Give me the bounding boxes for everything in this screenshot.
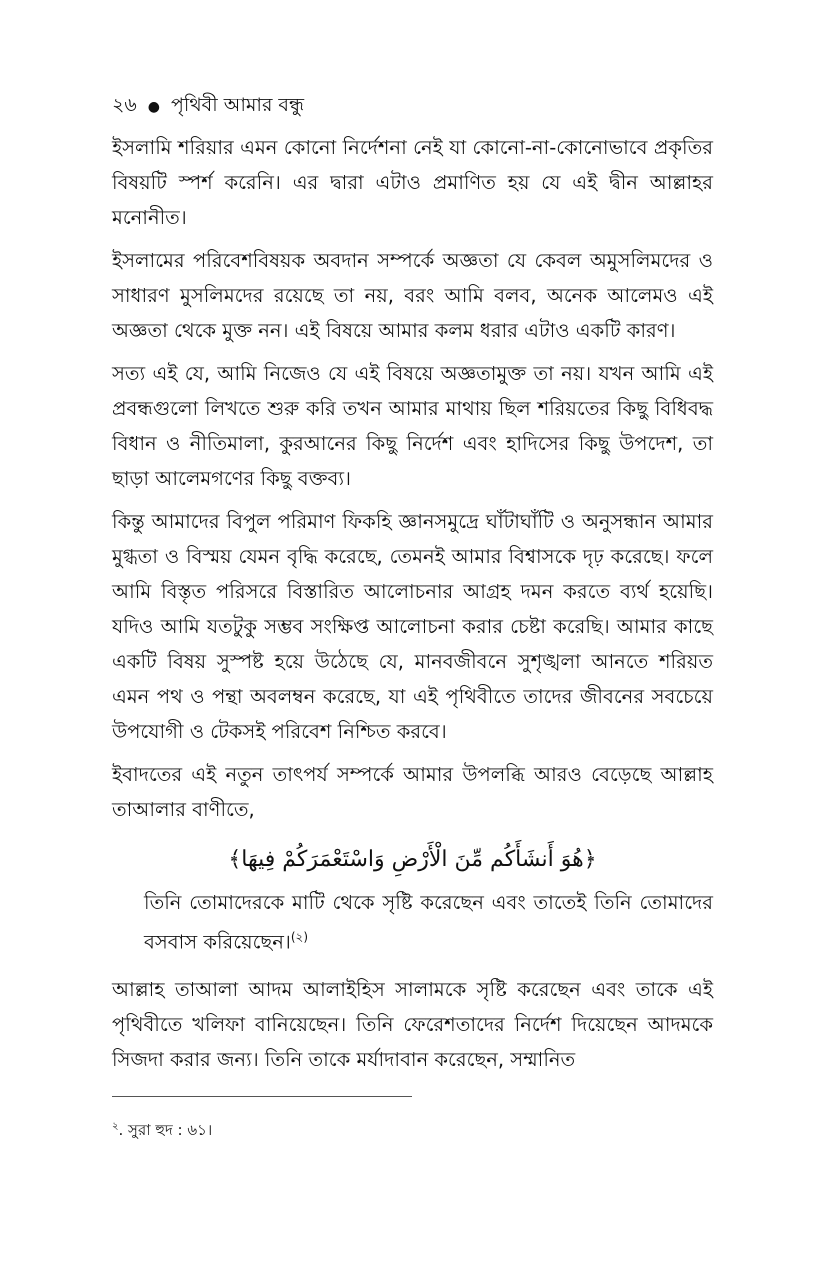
footnote-reference: (২) xyxy=(290,930,309,944)
footnote-divider xyxy=(112,1096,412,1097)
paragraph-4: কিন্তু আমাদের বিপুল পরিমাণ ফিকহি জ্ঞানসমুদ্রে ঘাঁটাঘাঁটি ও অনুসন্ধান আমার মুগ্ধতা ও বিস্ময় যেমন বৃদ্ধি করেছে, তেমনই আমার বিশ্বাসকে দৃঢ় করেছে। ফলে আমি বিস্তৃত পরিসরে বিস্তারিত আলোচনার আগ্রহ দমন করতে ব্যর্থ হয়েছি। যদিও আমি যতটুকু সম্ভব সংক্ষিপ্ত আলোচনা করার চেষ্টা করেছি। আমার কাছে একটি বিষয় সুস্পষ্ট হয়ে উঠেছে যে, মানবজীবনে সুশৃঙ্খলা আনতে শরিয়ত এমন পথ ও পন্থা অবলম্বন করেছে, যা এই পৃথিবীতে তাদের জীবনের সবচেয়ে উপযোগী ও টেকসই পরিবেশ নিশ্চিত করবে। xyxy=(112,510,713,743)
footnote-marker: ২ xyxy=(112,1121,119,1132)
closing-paragraph: আল্লাহ তাআলা আদম আলাইহিস সালামকে সৃষ্টি করেছেন এবং তাকে এই পৃথিবীতে খলিফা বানিয়েছেন। তিনি ফেরেশতাদের নির্দেশ দিয়েছেন আদমকে সিজদা করার জন্য। তিনি তাকে মর্যাদাবান করেছেন, সম্মানিত xyxy=(112,977,713,1071)
translation-text: তিনি তোমাদেরকে মাটি থেকে সৃষ্টি করেছেন এবং তাতেই তিনি তোমাদের বসবাস করিয়েছেন। xyxy=(144,891,713,954)
verse-translation xyxy=(144,885,713,960)
paragraph-2: ইসলামের পরিবেশবিষয়ক অবদান সম্পর্কে অজ্ঞতা যে কেবল অমুসলিমদের ও সাধারণ মুসলিমদের রয়েছে তা নয়, বরং আমি বলব, অনেক আলেমও এই অজ্ঞতা থেকে মুক্ত নন। এই বিষয়ে আমার কলম ধরার এটাও একটি কারণ। xyxy=(112,249,713,342)
page-header xyxy=(112,92,304,120)
header-bullet: ● xyxy=(147,99,160,115)
paragraph-3: সত্য এই যে, আমি নিজেও যে এই বিষয়ে অজ্ঞতামুক্ত তা নয়। যখন আমি এই প্রবন্ধগুলো লিখতে শুরু করি তখন আমার মাথায় ছিল শরিয়তের কিছু বিধিবদ্ধ বিধান ও নীতিমালা, কুরআনের কিছু নির্দেশ এবং হাদিসের কিছু উপদেশ, তা ছাড়া আলেমগণের কিছু বক্তব্য। xyxy=(112,362,713,490)
book-title: পৃথিবী আমার বন্ধু xyxy=(171,94,305,116)
paragraph-1: ইসলামি শরিয়ার এমন কোনো নির্দেশনা নেই যা কোনো-না-কোনোভাবে প্রকৃতির বিষয়টি স্পর্শ করেনি। এর দ্বারা এটাও প্রমাণিত হয় যে এই দ্বীন আল্লাহর মনোনীত। xyxy=(112,136,713,229)
page-body xyxy=(112,130,713,1085)
paragraph-5: ইবাদতের এই নতুন তাৎপর্য সম্পর্কে আমার উপলব্ধি আরও বেড়েছে আল্লাহ তাআলার বাণীতে, xyxy=(112,763,713,821)
page-number: ২৬ xyxy=(112,94,137,116)
footnote-text: . সুরা হুদ : ৬১। xyxy=(118,1121,213,1139)
arabic-verse: ﴿هُوَ أَنشَأَكُم مِّنَ الْأَرْضِ وَاسْتَعْمَرَكُمْ فِيهَا﴾ xyxy=(228,847,597,872)
footnote xyxy=(112,1116,212,1141)
